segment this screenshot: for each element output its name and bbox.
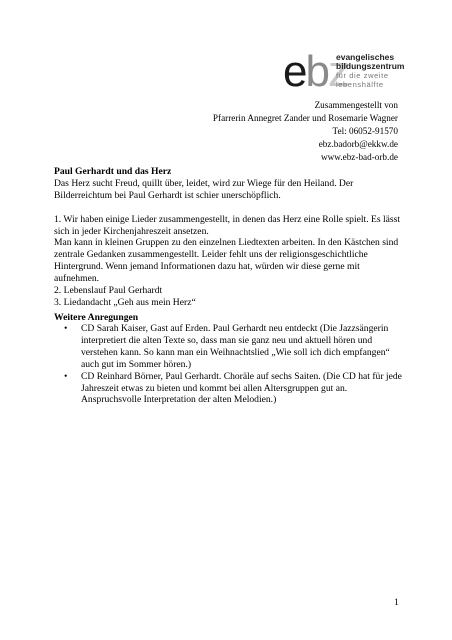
item-2: 2. Lebenslauf Paul Gerhardt [54,285,163,297]
logo-line-4: lebenshälfte [336,80,384,89]
phone: Tel: 06052-91570 [332,126,398,136]
logo-line-1: evangelisches [336,52,395,62]
bullet-icon: • [64,323,68,334]
contact-block [213,99,398,164]
authors: Pfarrerin Annegret Zander und Rosemarie Wagner [212,113,398,123]
item-1: 1. Wir haben einige Lieder zusammengestellt, in denen das Herz eine Rolle spielt. Es lässt sich in jeder Kirchenjahreszeit ansetzen. [54,213,401,237]
further-ideas-list [54,323,406,406]
section-paul-gerhardt [54,166,406,309]
compiled-by: Zusammengestellt von [314,100,398,110]
bullet-icon: • [64,370,68,382]
page-number: 1 [394,597,399,608]
further-ideas-heading: Weitere Anregungen [54,312,139,323]
item-3: 3. Liedandacht „Geh aus mein Herz“ [54,296,196,308]
logo-letter-e: e [283,47,306,96]
logo-letter-z: z [327,47,348,96]
intro-paragraph: Das Herz sucht Freud, quillt über, leidet, wird zur Wiege für den Heiland. Der Bilderreichtum bei Paul Gerhardt ist schier unerschöpflich. [54,177,354,201]
ebz-logo [283,47,423,100]
email: ebz.badorb@ekkw.de [318,139,398,149]
logo-line-2: bildungszentrum [336,61,405,71]
section-heading: Paul Gerhardt und das Herz [54,166,172,177]
logo-letter-b: b [305,47,328,96]
logo-wordmark [336,53,404,89]
website: www.ebz-bad-orb.de [321,152,398,162]
item-1-continued: Man kann in kleinen Gruppen zu den einzelnen Liedtexten arbeiten. In den Kästchen sind zentrale Gedanken zusammengestellt. Leider fehlt uns der religionsgeschichtliche Hintergrund. Wenn jemand Informationen dazu hat, würden wir diese gerne mit aufnehmen. [54,237,399,285]
list-item-text: CD Sarah Kaiser, Gast auf Erden. Paul Gerhardt neu entdeckt (Die Jazzsängerin interpretiert die alten Texte so, dass man sie ganz neu und aktuell hören und verstehen kann. So kann man ein Weihnachtslied „Wie soll ich dich empfangen“ auch gut im Sommer hören.) [81,323,390,370]
list-item [54,371,406,407]
logo-line-3: für die zweite [336,71,389,80]
list-item [54,323,406,371]
list-item-text: CD Reinhard Börner, Paul Gerhardt. Choräle auf sechs Saiten. (Die CD hat für jede Jahreszeit etwas zu bieten und kommt bei allen Altersgruppen gut an. Anspruchsvolle Interpretation der alten Melodien.) [81,370,402,406]
